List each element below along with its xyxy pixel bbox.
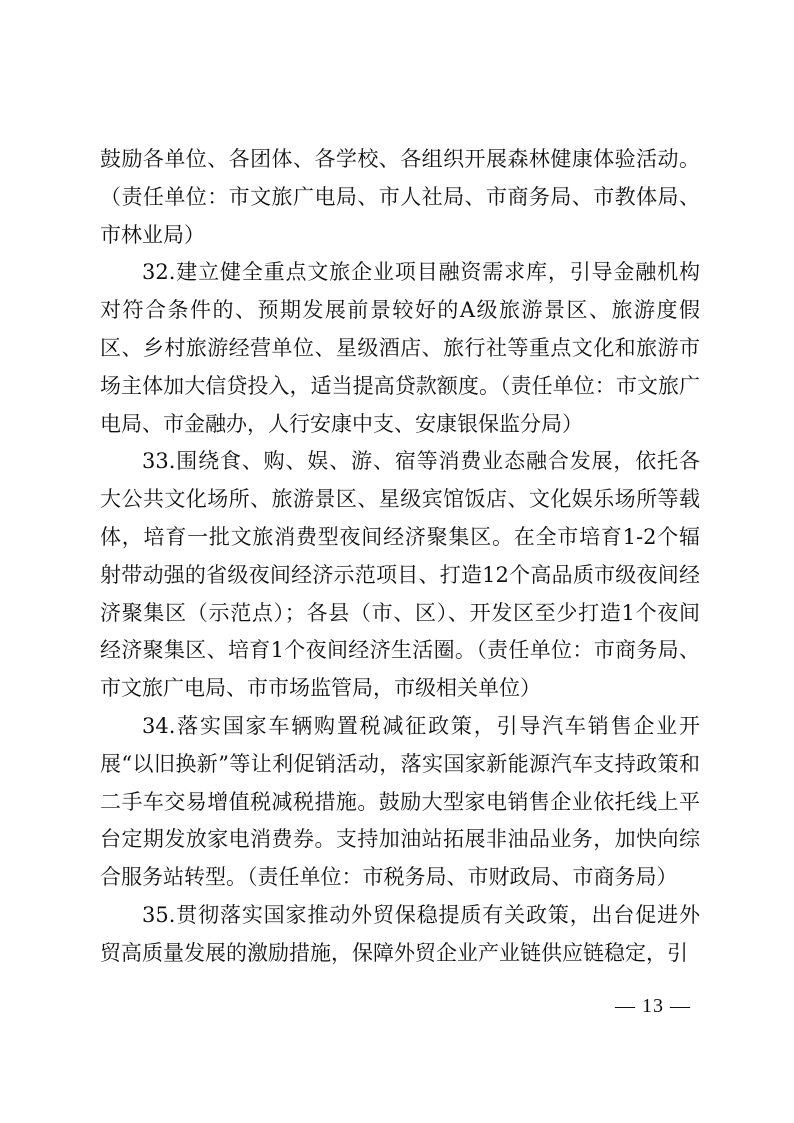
document-body (100, 141, 700, 973)
paragraph-item-34: 34.落实国家车辆购置税减征政策，引导汽车销售企业开展“以旧换新”等让利促销活动，落实国家新能源汽车支持政策和二手车交易增值税减税措施。鼓励大型家电销售企业依托线上平台定期发放家电消费券。支持加油站拓展非油品业务，加快向综合服务站转型。（责任单位：市税务局、市财政局、市商务局） (100, 713, 700, 890)
paragraph-item-35: 35.贯彻落实国家推动外贸保稳提质有关政策，出台促进外贸高质量发展的激励措施，保障外贸企业产业链供应链稳定，引 (100, 902, 700, 965)
paragraph-item-32: 32.建立健全重点文旅企业项目融资需求库，引导金融机构对符合条件的、预期发展前景较好的A级旅游景区、旅游度假区、乡村旅游经营单位、星级酒店、旅行社等重点文化和旅游市场主体加大信贷投入，适当提高贷款额度。（责任单位：市文旅广电局、市金融办，人行安康中支、安康银保监分局） (100, 260, 700, 436)
page-number: — 13 — (615, 995, 691, 1017)
paragraph-continuation: 鼓励各单位、各团体、各学校、各组织开展森林健康体验活动。（责任单位：市文旅广电局、市人社局、市商务局、市教体局、市林业局） (100, 147, 700, 247)
paragraph-item-33: 33.围绕食、购、娱、游、宿等消费业态融合发展，依托各大公共文化场所、旅游景区、星级宾馆饭店、文化娱乐场所等载体，培育一批文旅消费型夜间经济聚集区。在全市培育1-2个辐射带动强的省级夜间经济示范项目、打造12个高品质市级夜间经济聚集区（示范点）；各县（市、区）、开发区至少打造1个夜间经济聚集区、培育1个夜间经济生活圈。（责任单位：市商务局、市文旅广电局、市市场监管局，市级相关单位） (100, 449, 700, 701)
